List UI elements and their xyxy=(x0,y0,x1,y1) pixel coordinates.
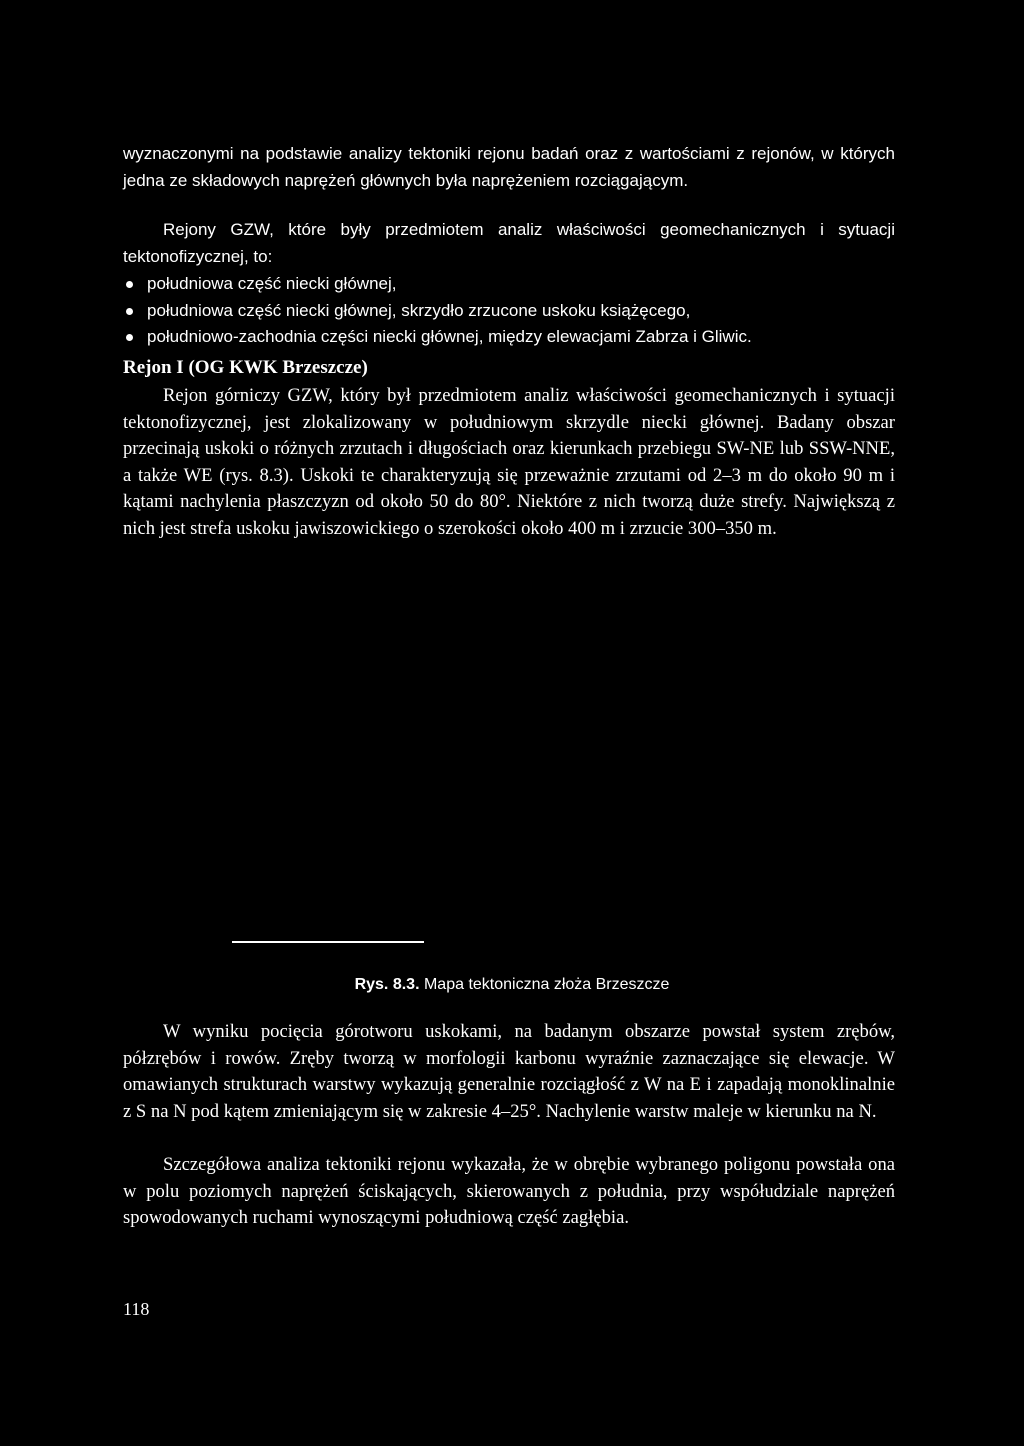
list-item-text: południowo-zachodnia części niecki głównej, między elewacjami Zabrza i Gliwic. xyxy=(147,327,752,346)
list-item xyxy=(123,298,895,325)
section-paragraph: Rejon górniczy GZW, który był przedmiotem analiz właściwości geomechanicznych i sytuacji tektonofizycznej, jest zlokalizowany w południowym skrzydle niecki głównej. Badany obszar przecinają uskoki o różnych zrzutach i długościach oraz kierunkach przebiegu SW-NE lub SSW-NNE, a także WE (rys. 8.3). Uskoki te charakteryzują się przeważnie zrzutami od 2–3 m do około 90 m i kątami nachylenia płaszczyzn od około 50 do 80°. Niektóre z nich tworzą duże strefy. Największą z nich jest strefa uskoku jawiszowickiego o szerokości około 400 m i zrzucie 300–350 m. xyxy=(123,385,895,539)
section-heading: Rejon I (OG KWK Brzeszcze) xyxy=(123,357,368,378)
figure-rule xyxy=(232,941,424,943)
intro-continuation-paragraph: wyznaczonymi na podstawie analizy tektoniki rejonu badań oraz z wartościami z rejonów, w których jedna ze składowych naprężeń głównych była naprężeniem rozciągającym. xyxy=(123,144,895,190)
page-number: 118 xyxy=(123,1299,150,1319)
rejony-intro-paragraph: Rejony GZW, które były przedmiotem analiz właściwości geomechanicznych i sytuacji tektonofizycznej, to: xyxy=(123,220,895,266)
after-figure-paragraph-1: W wyniku pocięcia górotworu uskokami, na badanym obszarze powstał system zrębów, półzrębów i rowów. Zręby tworzą w morfologii karbonu wyraźnie zaznaczające się elewacje. W omawianych strukturach warstwy wykazują generalnie rozciągłość z W na E i zapadają monoklinalnie z S na N pod kątem zmieniającym się w zakresie 4–25°. Nachylenie warstw maleje w kierunku na N. xyxy=(123,1021,895,1122)
bullet-dot-icon xyxy=(126,308,133,315)
bullet-dot-icon xyxy=(126,334,133,341)
figure-caption xyxy=(0,975,1024,995)
figure-caption-label: Rys. 8.3. xyxy=(354,976,420,993)
list-item-text: południowa część niecki głównej, skrzydło zrzucone uskoku książęcego, xyxy=(147,300,691,320)
after-figure-paragraph-2: Szczegółowa analiza tektoniki rejonu wykazała, że w obrębie wybranego poligonu powstała ona w polu poziomych naprężeń ściskających, skierowanych z południa, przy współudziale naprężeń spowodowanych ruchami wynoszącymi południową część zagłębia. xyxy=(123,1154,895,1228)
bullet-dot-icon xyxy=(126,281,133,288)
rejony-list xyxy=(123,271,895,351)
figure-caption-text: Mapa tektoniczna złoża Brzeszcze xyxy=(423,976,670,993)
list-item xyxy=(123,324,895,351)
list-item-text: południowa część niecki głównej, xyxy=(147,274,397,293)
list-item xyxy=(123,271,895,298)
